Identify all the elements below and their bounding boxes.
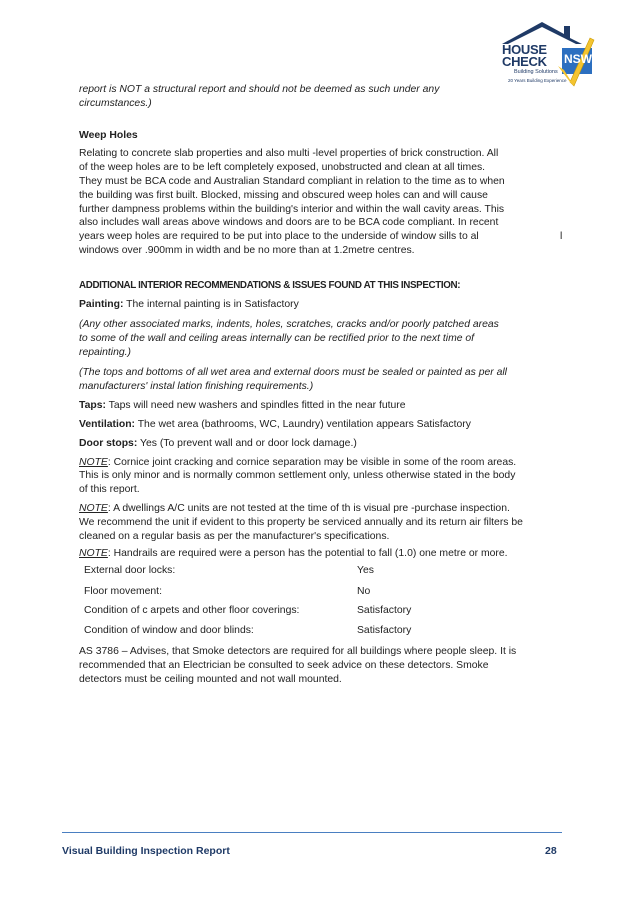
ventilation-text: The wet area (bathrooms, WC, Laundry) ventilation appears Satisfactory [135,419,471,430]
intro-line2: circumstances.) [79,98,152,109]
logo-tagline2: 20 Years Building Experience [508,78,567,83]
note1-line: This is only minor and is normally common settlement only, unless otherwise stated in the body [79,470,516,481]
smoke-line: detectors must be ceiling mounted and not wall mounted. [79,674,342,685]
page-number: 28 [545,845,557,857]
note1-line [79,456,516,470]
table-row-value: No [357,586,371,597]
table-row-value: Satisfactory [357,625,412,636]
table-row-label: Condition of c arpets and other floor coverings: [84,605,300,616]
note1-text: : Cornice joint cracking and cornice separation may be visible in some of the room areas. [107,457,517,468]
taps-label: Taps: [79,400,106,411]
smoke-line: AS 3786 – Advises, that Smoke detectors are required for all buildings where people sleep. It is [79,646,517,657]
painting-text: The internal painting is in Satisfactory [123,299,299,310]
table-row [80,623,500,641]
table-row [80,584,500,602]
note3-line [79,547,508,561]
painting-note-line: repainting.) [79,347,131,358]
weep-line: years weep holes are required to be put into place to the underside of window sills to al [79,231,479,242]
painting-line [79,298,299,312]
table-row-label: External door locks: [84,565,176,576]
weep-line: windows over .900mm in width and be no more than at 1.2metre centres. [79,245,415,256]
house-check-logo [494,18,598,94]
table-row-label: Condition of window and door blinds: [84,625,254,636]
note1-line: of this report. [79,484,140,495]
ventilation-label: Ventilation: [79,419,135,430]
footer-title: Visual Building Inspection Report [62,845,230,857]
note3-text: : Handrails are required were a person has the potential to fall (1.0) one metre or more. [107,548,508,559]
weep-line: further dampness problems within the building's interior and within the wall cavity areas. This [79,204,505,215]
doors-note-line: (The tops and bottoms of all wet area and external doors must be sealed or painted as per all [79,367,507,378]
painting-label: Painting: [79,299,124,310]
weep-stray-char: l [560,231,563,242]
taps-line [79,399,406,413]
table-row-label: Floor movement: [84,586,162,597]
table-row [80,563,500,581]
table-row-value: Satisfactory [357,605,412,616]
ventilation-line [79,418,471,432]
footer-divider [62,832,562,833]
weep-line: the building was first built. Blocked, missing and obscured weep holes can and will cause [79,190,488,201]
weep-heading: Weep Holes [79,130,138,141]
taps-text: Taps will need new washers and spindles fitted in the near future [105,400,406,411]
smoke-line: recommended that an Electrician be consulted to seek advice on these detectors. Smoke [79,660,489,671]
note2-line: cleaned on a regular basis as per the manufacturer's specifications. [79,531,390,542]
table-row-value: Yes [357,565,374,576]
note2-line: We recommend the unit if evident to this property be serviced annually and its return air filters be [79,517,523,528]
weep-line: Relating to concrete slab properties and also multi -level properties of brick construction. All [79,148,499,159]
logo-badge: NSW [564,52,592,66]
logo-line2: CHECK [502,54,547,69]
door-stops-line [79,437,357,451]
painting-note-line: (Any other associated marks, indents, holes, scratches, cracks and/or poorly patched areas [79,319,499,330]
door-stops-label: Door stops: [79,438,138,449]
weep-line: They must be BCA code and Australian Standard compliant in relation to the time as to when [79,176,505,187]
note2-line [79,502,510,516]
intro-line1: report is NOT a structural report and should not be deemed as such under any [79,84,440,95]
note2-text: : A dwellings A/C units are not tested at the time of th is visual pre -purchase inspection. [107,503,510,514]
door-stops-text: Yes (To prevent wall and or door lock damage.) [137,438,357,449]
table-row [80,603,500,621]
logo-tagline1: Building Solutions [514,69,558,75]
weep-line: of the weep holes are to be left completely exposed, unobstructed and clean at all times. [79,162,486,173]
note-label: NOTE [79,457,108,468]
painting-note-line: to some of the wall and ceiling areas internally can be rectified prior to the next time of [79,333,475,344]
doors-note-line: manufacturers' instal lation finishing requirements.) [79,381,314,392]
logo-line1: HOUSE [502,42,547,57]
note-label: NOTE [79,503,108,514]
note-label: NOTE [79,548,108,559]
additional-heading: ADDITIONAL INTERIOR RECOMMENDATIONS & ISSUES FOUND AT THIS INSPECTION: [79,280,461,291]
weep-line: also includes wall areas above windows and doors are to be BCA code compliant. In recent [79,217,499,228]
